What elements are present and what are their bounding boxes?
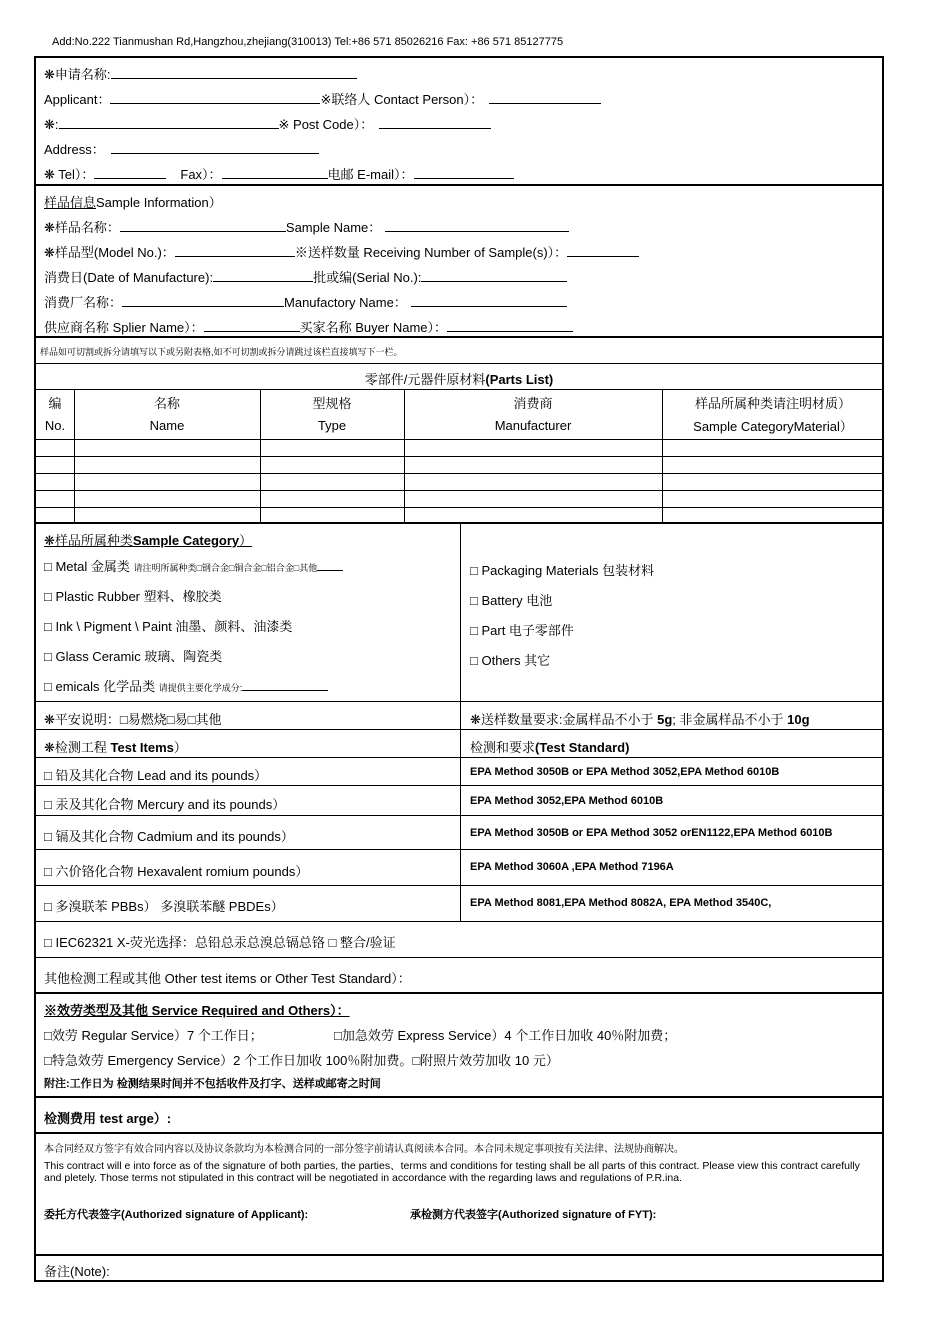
test-item-hexavalent[interactable]: □ 六价铬化合物 Hexavalent romium pounds） [44, 864, 309, 879]
category-packaging[interactable]: □ Packaging Materials 包装材料 [470, 563, 655, 578]
col-category-header: 样品所属种类请注明材质） Sample CategoryMaterial） [693, 396, 853, 434]
post-field[interactable] [379, 115, 491, 129]
service-emergency[interactable]: □特急效劳 Emergency Service）2 个工作日加收 100％附加费。□附照片效劳加收 10 元） [44, 1053, 559, 1068]
category-title-en: Sample Category [132, 533, 240, 548]
col-no-header: 编 No. [44, 396, 66, 433]
category-glass[interactable]: □ Glass Ceramic 玻璃、陶瓷类 [44, 649, 223, 664]
category-metal[interactable]: □ Metal 金属类 请注明所属种类□钢合金□铜合金□铝合金□其他 [44, 556, 343, 575]
quantity-requirement: ❋送样数量要求:金属样品不小于 5g; 非金属样品不小于 10g [470, 712, 810, 727]
contract-section [36, 1134, 882, 1256]
service-express[interactable]: □加急效劳 Express Service）4 个工作日加收 40％附加费； [334, 1028, 677, 1043]
factory-en-field[interactable] [411, 293, 567, 307]
category-battery[interactable]: □ Battery 电池 [470, 593, 553, 608]
address-label: Address： [44, 142, 105, 157]
col-manufacturer-header: 消费商 Manufacturer [494, 396, 572, 433]
category-chemicals[interactable]: □ emicals 化学品类 请提供主要化学成分: [44, 676, 328, 695]
contact-label: ※联络人 Contact Person）： [320, 92, 484, 107]
apply-name-field[interactable] [111, 65, 357, 79]
parts-table [36, 390, 882, 524]
test-row [36, 886, 882, 922]
receiving-field[interactable] [567, 243, 639, 257]
service-title: ※效劳类型及其他 Service Required and Others）： [44, 1003, 350, 1018]
test-row [36, 786, 882, 816]
factory-en-label: Manufactory Name： [284, 295, 407, 310]
date-field[interactable] [213, 268, 313, 282]
tests-header-left: ❋检测工程 Test Items） [44, 740, 187, 755]
cut-note-row [36, 338, 882, 364]
tests-header-right: 检测和要求(Test Standard) [470, 740, 630, 755]
fax-label: Fax）： [180, 167, 222, 182]
iec-option[interactable]: □ IEC62321 X-荧光选择：总铅总汞总溴总镉总铬 □ 整合/验证 [44, 935, 396, 950]
service-note: 附注:工作日为 检测结果时间并不包括收件及打字、送样或邮寄之时间 [44, 1078, 381, 1090]
sample-section [36, 186, 882, 338]
service-section [36, 994, 882, 1098]
contract-en: This contract will e into force as of the signature of both parties, the parties、terms and conditions for testing shall be all parts of this contract. Please view this contract carefully and pletely. Those terms not stipulated in this contract will be negotiated in accordance with the regarding laws and regulations of P.R.ina. [44, 1160, 860, 1184]
sig-applicant-label: 委托方代表签字(Authorized signature of Applicant): [44, 1209, 309, 1221]
category-part[interactable]: □ Part 电子零部件 [470, 623, 574, 638]
header-address: Add:No.222 Tianmushan Rd,Hangzhou,zhejiang(310013) Tel:+86 571 85026216 Fax: +86 571 85127775 [52, 36, 564, 48]
test-standard-lead: EPA Method 3050B or EPA Method 3052,EPA Method 6010B [470, 766, 780, 778]
test-standard-hexavalent: EPA Method 3060A ,EPA Method 7196A [470, 861, 674, 873]
sample-name-cn-field[interactable] [120, 218, 286, 232]
category-section: ❋样品所属种类Sample Category） □ Metal 金属类 请注明所属种类□钢合金□铜合金□铝合金□其他 □ Plastic Rubber 塑料、橡胶类 □ Ink \ Pigment \ Paint 油墨、颜料、油漆类 □ Glass Ceramic 玻璃、陶瓷类 □ emicals 化学品类 请提供主要化学成分: □ Packaging Materials 包装材料 □ Battery 电池 □ Part 电子零部件 □ Others 其它 [36, 524, 882, 702]
chem-note: 请提供主要化学成分: [158, 683, 243, 693]
email-field[interactable] [414, 165, 514, 179]
col-name-header: 名称 Name [149, 396, 185, 433]
sig-fyt-label: 承检测方代表签字(Authorized signature of FYT): [410, 1209, 657, 1221]
serial-field[interactable] [421, 268, 567, 282]
test-item-cadmium[interactable]: □ 镉及其化合物 Cadmium and its pounds） [44, 829, 294, 844]
factory-cn-field[interactable] [122, 293, 284, 307]
test-standard-mercury: EPA Method 3052,EPA Method 6010B [470, 795, 664, 807]
other-tests-label: 其他检测工程或其他 Other test items or Other Test Standard）： [44, 971, 411, 986]
tests-header-row [36, 730, 882, 758]
address-field[interactable] [111, 140, 319, 154]
category-ink[interactable]: □ Ink \ Pigment \ Paint 油墨、颜料、油漆类 [44, 619, 293, 634]
remarks-row [36, 1256, 882, 1282]
test-item-pbb[interactable]: □ 多溴联苯 PBBs） 多溴联苯醚 PBDEs） [44, 899, 284, 914]
serial-label: 批或编(Serial No.): [313, 270, 422, 285]
tel-field[interactable] [94, 165, 166, 179]
test-item-mercury[interactable]: □ 汞及其化合物 Mercury and its pounds） [44, 797, 286, 812]
apply-name-label: ❋申请名称: [44, 67, 111, 82]
sample-name-en-label: Sample Name： [285, 220, 382, 235]
star-field[interactable] [59, 115, 279, 129]
cut-note: 样品如可切割或拆分请填写以下或另附表格,如不可切割或拆分请跳过该栏直接填写下一栏。 [40, 347, 403, 357]
parts-title-row [36, 364, 882, 390]
sample-title-cn: 样品信息 [44, 195, 97, 210]
contract-cn: 本合同经双方签字有效合同内容以及协议条款均为本检测合同的一部分签字前请认真阅读本合同。本合同未规定事项按有关法律、法规协商解决。 [44, 1144, 684, 1155]
sample-name-en-field[interactable] [385, 218, 569, 232]
parts-title-en: (Parts List) [485, 372, 554, 387]
applicant-field[interactable] [110, 90, 320, 104]
contact-field[interactable] [489, 90, 601, 104]
fee-label: 检测费用 test arge）: [44, 1111, 172, 1126]
applicant-label: Applicant： [44, 92, 111, 107]
category-title-cn: ❋样品所属种类 [44, 533, 133, 548]
test-standard-cadmium: EPA Method 3050B or EPA Method 3052 orEN1122,EPA Method 6010B [470, 827, 833, 839]
buyer-label: 买家名称 Buyer Name）： [299, 320, 448, 335]
category-plastic[interactable]: □ Plastic Rubber 塑料、橡胶类 [44, 589, 222, 604]
receiving-label: ※送样数量 Receiving Number of Sample(s)）： [294, 245, 568, 260]
metal-note: 请注明所属种类□钢合金□铜合金□铝合金□其他 [133, 563, 318, 573]
fax-field[interactable] [222, 165, 328, 179]
model-label: ❋样品型(Model No.)： [44, 245, 175, 260]
tel-label: ❋ Tel）： [44, 167, 95, 182]
parts-title-cn: 零部件/元器件原材料 [364, 372, 486, 387]
date-label: 消费日(Date of Manufacture): [44, 270, 214, 285]
iec-row [36, 922, 882, 958]
sample-title-en: Sample Information） [96, 195, 222, 210]
applicant-section [36, 58, 882, 186]
factory-cn-label: 消费厂名称： [44, 295, 123, 310]
other-tests-row [36, 958, 882, 994]
safety-note[interactable]: ❋平安说明：□易燃烧□易□其他 [44, 712, 222, 727]
model-field[interactable] [175, 243, 295, 257]
test-row [36, 816, 882, 850]
remarks-label: 备注(Note): [44, 1264, 110, 1279]
safety-row [36, 702, 882, 730]
test-item-lead[interactable]: □ 铅及其化合物 Lead and its pounds） [44, 768, 268, 783]
post-label: ※ Post Code）： [278, 117, 374, 132]
application-form [34, 56, 884, 1282]
email-label: 电邮 E-mail）： [327, 167, 414, 182]
buyer-field[interactable] [447, 318, 573, 332]
service-regular[interactable]: □效劳 Regular Service）7 个工作日； [44, 1028, 263, 1043]
col-type-header: 型规格 Type [312, 396, 352, 433]
sample-name-cn-label: ❋样品名称： [44, 220, 120, 235]
test-standard-pbb: EPA Method 8081,EPA Method 8082A, EPA Method 3540C, [470, 897, 772, 909]
supplier-field[interactable] [204, 318, 300, 332]
test-row [36, 758, 882, 786]
test-row [36, 850, 882, 886]
fee-row [36, 1098, 882, 1134]
star-label: ❋: [44, 117, 59, 132]
category-others[interactable]: □ Others 其它 [470, 653, 551, 668]
supplier-label: 供应商名称 Splier Name）： [44, 320, 204, 335]
